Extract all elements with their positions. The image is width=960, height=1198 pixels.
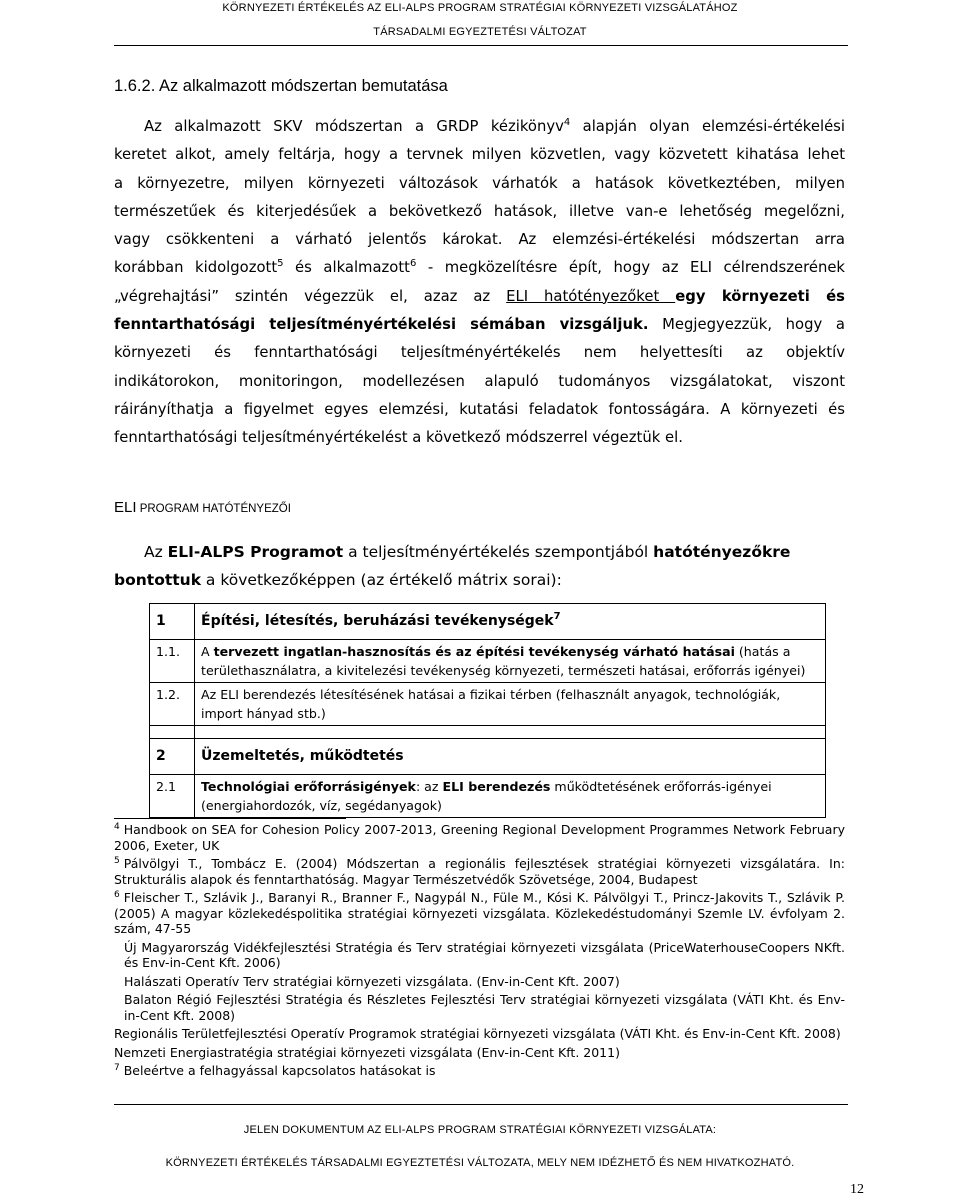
footnote-6: $^6$ Fleischer T., Szlávik J., Baranyi R., Branner F., Nagypál N., Füle M., Kósi K. Pálvölgyi T., Princz-Jakovits T., Szlávik P. (2005) A magyar közlekedéspolitika stratégiai környezeti vizsgálata. Közlekedéstudományi Szemle LV. évfolyam 2. szám, 47-55: [114, 890, 845, 936]
footnote-divider: [114, 818, 346, 819]
paragraph-line: „végrehajtási” szintén végezzük el, azaz az ELI hatótényezőket egy környezeti és: [114, 287, 845, 305]
paragraph-line: vagy csökkenteni a várható jelentős károkat. Az elemzési-értékelési módszertan arra: [114, 231, 845, 249]
table-group-row: [150, 739, 826, 775]
footnote-5: $^5$ Pálvölgyi T., Tombácz E. (2004) Módszertan a regionális fejlesztések stratégiai környezeti vizsgálatára. In: Strukturális alapok és fenntarthatóság. Magyar Természetvédők Szövetsége, 2004, Budapest: [114, 856, 845, 887]
footnote-6-item: Halászati Operatív Terv stratégiai környezeti vizsgálata. (Env-in-Cent Kft. 2007): [124, 973, 620, 989]
paragraph-line: ráirányíthatja a figyelmet egyes elemzési, kutatási feladatok fontosságára. A környezeti és: [114, 400, 845, 418]
paragraph-methodology: [114, 113, 845, 453]
row-number: 1.1.: [150, 640, 195, 683]
header-divider: [114, 45, 848, 46]
paragraph-line: természetűek és kiterjedésűek a bekövetkező hatások, illetve van-e lehetőség megelőzni,: [114, 202, 845, 220]
paragraph-line: fenntarthatósági teljesítményértékelési sémában vizsgáljuk. Megjegyezzük, hogy a: [114, 316, 845, 334]
footnote-4: $^4$ Handbook on SEA for Cohesion Policy 2007-2013, Greening Regional Development Programmes Network February 2006, Exeter, UK: [114, 822, 845, 853]
group-title: Építési, létesítés, beruházási tevékenységek$^7$: [195, 604, 826, 640]
footnote-ref-5[interactable]: 5: [277, 258, 284, 270]
running-footer-line1: JELEN DOKUMENTUM AZ ELI-ALPS PROGRAM STRATÉGIAI KÖRNYEZETI VIZSGÁLATA:: [243, 1124, 717, 1136]
row-number: 2: [150, 739, 195, 775]
footnote-6-item: Regionális Területfejlesztési Operatív Programok stratégiai környezeti vizsgálata (VÁTI Kht. és Env-in-Cent Kft. 2008): [114, 1026, 841, 1041]
paragraph-intro-matrix: Az ELI-ALPS Programot a teljesítményértékelés szempontjából hatótényezőkre bontottuk a következőképpen (az értékelő mátrix sorai):: [114, 543, 791, 589]
footnotes: [114, 822, 845, 1082]
row-number: 2.1: [150, 775, 195, 818]
table-group-row: [150, 604, 826, 640]
subsection-title: ELI PROGRAM HATÓTÉNYEZŐI: [114, 499, 291, 516]
row-text: Az ELI berendezés létesítésének hatásai a fizikai térben (felhasznált anyagok, technológiák, import hányad stb.): [195, 683, 826, 726]
paragraph-line: korábban kidolgozott$^5$ és alkalmazott$^6$ - megközelítésre épít, hogy az ELI célrendszerének: [114, 258, 845, 277]
underlined-term: ELI hatótényezőket: [506, 287, 676, 305]
group-title: Üzemeltetés, működtetés: [195, 739, 826, 775]
paragraph-line: Az alkalmazott SKV módszertan a GRDP kézikönyv$^4$ alapján olyan elemzési-értékelési: [144, 117, 845, 135]
table-row: [150, 683, 826, 726]
table-row: [150, 640, 826, 683]
footnote-ref-6[interactable]: 6: [409, 258, 417, 270]
row-text: A tervezett ingatlan-hasznosítás és az építési tevékenység várható hatásai (hatás a területhasználatra, a kivitelezési tevékenység környezeti, természeti hatásai, erőforrás igényei): [195, 640, 826, 683]
paragraph-line: indikátorokon, monitoringon, modellezésen alapuló tudományos vizsgálatokat, viszont: [114, 372, 845, 390]
paragraph-line: környezeti és fenntarthatósági teljesítményértékelés nem helyettesíti az objektív: [114, 344, 845, 362]
footnote-ref-4[interactable]: 4: [563, 117, 571, 128]
section-heading: 1.6.2. Az alkalmazott módszertan bemutatása: [114, 77, 448, 95]
page-number: 12: [850, 1182, 864, 1197]
evaluation-matrix-table: [149, 603, 826, 818]
paragraph-line: a környezetre, milyen környezeti változások várhatók a hatások következtében, milyen: [114, 174, 845, 192]
row-text: Technológiai erőforrásigények: az ELI berendezés működtetésének erőforrás-igényei (energiahordozók, víz, segédanyagok): [195, 775, 826, 818]
table-spacer-row: [150, 726, 826, 739]
table-row: [150, 775, 826, 818]
footnote-6-item: Balaton Régió Fejlesztési Stratégia és Részletes Fejlesztési Terv stratégiai környezeti vizsgálata (VÁTI Kht. és Env-in-Cent Kft. 2008): [124, 992, 845, 1023]
paragraph-line: fenntarthatósági teljesítményértékelést a következő módszerrel végeztük el.: [114, 429, 683, 447]
footnote-7: $^7$ Beleértve a felhagyással kapcsolatos hatásokat is: [114, 1063, 436, 1078]
row-number: 1.2.: [150, 683, 195, 726]
paragraph-line: keretet alkot, amely feltárja, hogy a tervnek milyen közvetlen, vagy közvetett kihatása lehet: [114, 146, 845, 164]
running-footer-line2: KÖRNYEZETI ÉRTÉKELÉS TÁRSADALMI EGYEZTETÉSI VÁLTOZATA, MELY NEM IDÉZHETŐ ÉS NEM HIVATKOZHATÓ.: [165, 1157, 795, 1169]
row-number: 1: [150, 604, 195, 640]
footnote-6-item: Nemzeti Energiastratégia stratégiai környezeti vizsgálata (Env-in-Cent Kft. 2011): [114, 1044, 620, 1060]
footnote-ref-7[interactable]: 7: [553, 611, 561, 622]
running-header-line1: KÖRNYEZETI ÉRTÉKELÉS AZ ELI-ALPS PROGRAM STRATÉGIAI KÖRNYEZETI VIZSGÁLATÁHOZ: [222, 2, 738, 14]
footnote-6-item: Új Magyarország Vidékfejlesztési Stratégia és Terv stratégiai környezeti vizsgálata (PriceWaterhouseCoopers NKft. és Env-in-Cent Kft. 2006): [124, 939, 845, 970]
footer-divider: [114, 1104, 848, 1105]
running-header-line2: TÁRSADALMI EGYEZTETÉSI VÁLTOZAT: [373, 26, 587, 38]
